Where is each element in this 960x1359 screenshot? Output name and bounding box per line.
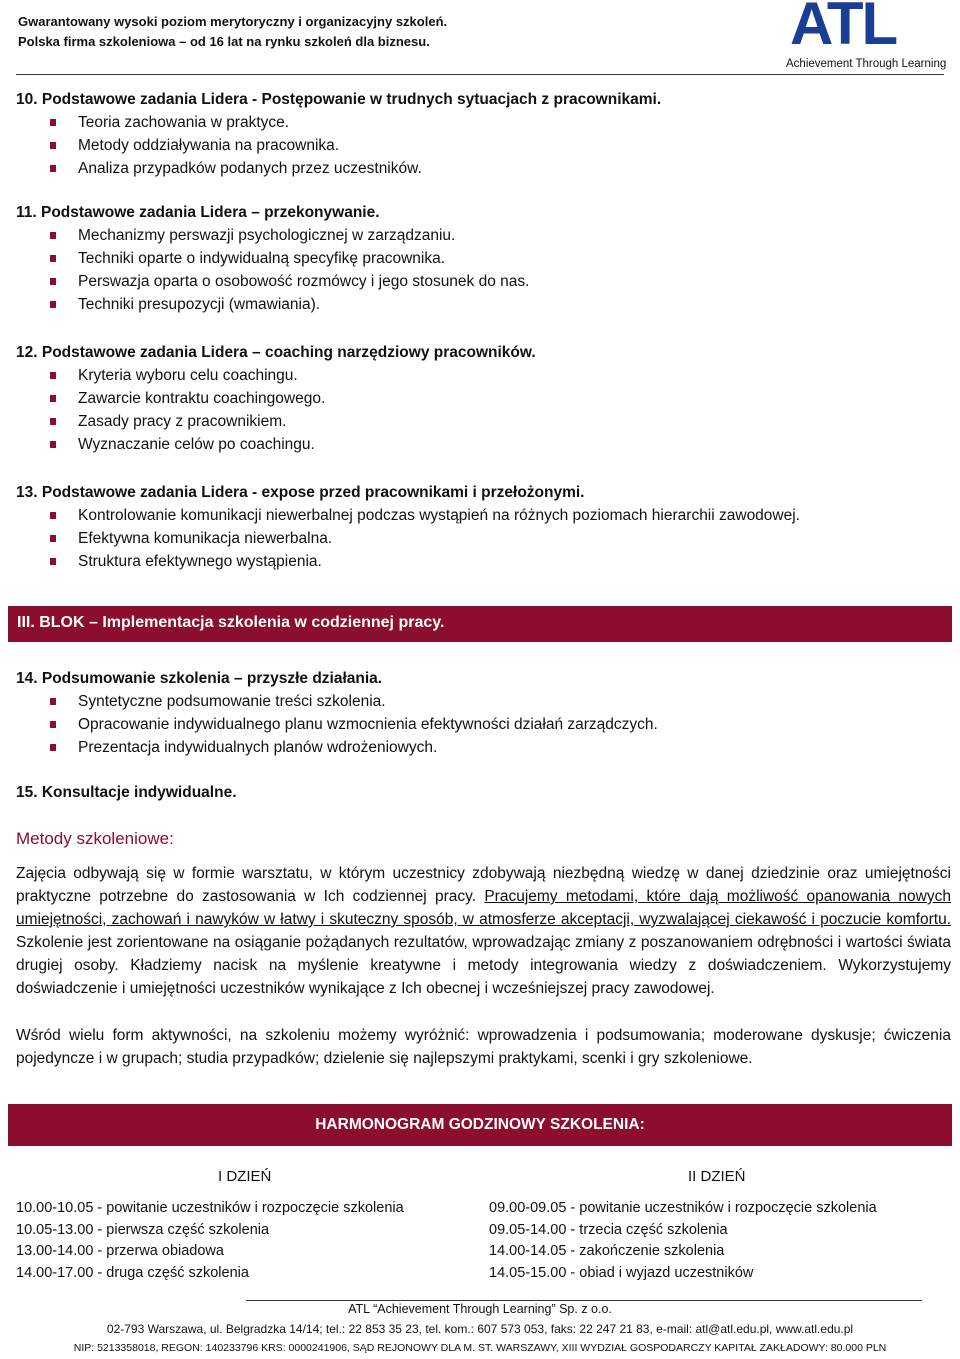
section-title: 13. Podstawowe zadania Lidera - expose przed pracownikami i przełożonymi. — [16, 484, 585, 501]
section-title: 15. Konsultacje indywidualne. — [16, 784, 237, 801]
schedule-row: 14.00-17.00 - druga część szkolenia — [16, 1264, 249, 1281]
bullet-square-icon — [50, 558, 56, 565]
list-item: Zasady pracy z pracownikiem. — [16, 410, 944, 433]
schedule-row: 13.00-14.00 - przerwa obiadowa — [16, 1243, 224, 1259]
day-1-schedule — [16, 1198, 404, 1284]
bullet-square-icon — [50, 721, 56, 728]
block-iii-banner: III. BLOK – Implementacja szkolenia w codziennej pracy. — [8, 606, 952, 642]
list-item: Perswazja oparta o osobowość rozmówcy i jego stosunek do nas. — [16, 270, 944, 293]
section-title: 11. Podstawowe zadania Lidera – przekonywanie. — [16, 204, 380, 221]
list-item: Efektywna komunikacja niewerbalna. — [16, 527, 944, 550]
section-title: 14. Podsumowanie szkolenia – przyszłe działania. — [16, 670, 383, 687]
bullet-square-icon — [50, 441, 56, 448]
section-15 — [16, 781, 944, 804]
bullet-square-icon — [50, 232, 56, 239]
schedule-row: 09.00-09.05 - powitanie uczestników i rozpoczęcie szkolenia — [489, 1200, 877, 1216]
list-item: Syntetyczne podsumowanie treści szkolenia. — [16, 690, 944, 713]
bullet-square-icon — [50, 535, 56, 542]
bullet-square-icon — [50, 395, 56, 402]
bullet-square-icon — [50, 165, 56, 172]
schedule-row: 14.00-14.05 - zakończenie szkolenia — [489, 1243, 725, 1259]
day-1-heading: I DZIEŃ — [218, 1168, 272, 1185]
footer-company: ATL “Achievement Through Learning” Sp. z o.o. — [348, 1302, 612, 1316]
bullet-square-icon — [50, 142, 56, 149]
methods-paragraph-2: Wśród wielu form aktywności, na szkoleniu możemy wyróżnić: wprowadzenia i podsumowania; moderowane dyskusje; ćwiczenia pojedyncze i w grupach; studia przypadków; dzielenie się najlepszymi praktykami, scenki i gry szkoleniowe. — [16, 1027, 951, 1067]
list-item: Zawarcie kontraktu coachingowego. — [16, 387, 944, 410]
bullet-square-icon — [50, 372, 56, 379]
schedule-banner: HARMONOGRAM GODZINOWY SZKOLENIA: — [8, 1104, 952, 1146]
schedule-row: 14.05-15.00 - obiad i wyjazd uczestników — [489, 1264, 754, 1281]
list-item: Metody oddziaływania na pracownika. — [16, 134, 944, 157]
section-10 — [16, 88, 944, 180]
methods-paragraph-1: Zajęcia odbywają się w formie warsztatu, w którym uczestnicy zdobywają niezbędną wiedzę w danej dziedzinie oraz umiejętności praktyczne potrzebne do zastosowania w Ich codziennej pracy. Pracujemy metodami, które dają możliwość opanowania nowych umiejętności, zachowań i nawyków w łatwy i skuteczny sposób, w atmosferze akceptacji, wyzwalającej ciekawość i poczucie komfortu. Szkolenie jest zorientowane na osiąganie pożądanych rezultatów, wprowadzając zmiany z poszanowaniem odrębności i wartości świata drugiej osoby. Kładziemy nacisk na myślenie kreatywne i metody integrowania wiedzy z doświadczeniem. Wykorzystujemy doświadczenie i umiejętności uczestników wynikające z Ich obecnej i wcześniejszej pracy zawodowej. — [16, 865, 951, 997]
bullet-square-icon — [50, 698, 56, 705]
section-13 — [16, 481, 944, 573]
list-item: Mechanizmy perswazji psychologicznej w zarządzaniu. — [16, 224, 944, 247]
list-item: Teoria zachowania w praktyce. — [16, 111, 944, 134]
day-2-schedule — [489, 1198, 877, 1284]
logo-wordmark: ATL — [790, 0, 897, 57]
header-tagline-1: Gwarantowany wysoki poziom merytoryczny i organizacyjny szkoleń. — [18, 14, 448, 29]
schedule-row: 10.00-10.05 - powitanie uczestników i rozpoczęcie szkolenia — [16, 1200, 404, 1216]
header-tagline-2: Polska firma szkoleniowa – od 16 lat na rynku szkoleń dla biznesu. — [18, 34, 430, 49]
section-14 — [16, 667, 944, 759]
list-item: Kryteria wyboru celu coachingu. — [16, 364, 944, 387]
section-title: 10. Podstawowe zadania Lidera - Postępowanie w trudnych sytuacjach z pracownikami. — [16, 91, 662, 108]
schedule-row: 09.05-14.00 - trzecia część szkolenia — [489, 1221, 728, 1238]
atl-logo — [786, 0, 946, 72]
methods-underlined-text: Pracujemy metodami, które dają możliwość opanowania nowych umiejętności, zachowań i nawyków w łatwy i skuteczny sposób, w atmosferze akceptacji, wyzwalającej ciekawość i poczucie komfortu. — [16, 888, 951, 928]
methods-heading: Metody szkoleniowe: — [16, 829, 174, 848]
list-item: Prezentacja indywidualnych planów wdrożeniowych. — [16, 736, 944, 759]
footer-registry: NIP: 5213358018, REGON: 140233796 KRS: 0000241906, SĄD REJONOWY DLA M. ST. WARSZAWY, XIII WYDZIAŁ GOSPODARCZY KAPITAŁ ZAKŁADOWY: 80.000 PLN — [73, 1342, 887, 1354]
list-item: Kontrolowanie komunikacji niewerbalnej podczas wystąpień na różnych poziomach hierarchii zawodowej. — [16, 504, 944, 527]
list-item: Techniki oparte o indywidualną specyfikę pracownika. — [16, 247, 944, 270]
section-11 — [16, 201, 944, 316]
bullet-square-icon — [50, 512, 56, 519]
list-item: Wyznaczanie celów po coachingu. — [16, 433, 944, 456]
bullet-square-icon — [50, 744, 56, 751]
header-divider — [16, 74, 944, 75]
list-item: Analiza przypadków podanych przez uczestników. — [16, 157, 944, 180]
bullet-square-icon — [50, 278, 56, 285]
logo-subtitle: Achievement Through Learning — [786, 58, 947, 70]
bullet-square-icon — [50, 255, 56, 262]
bullet-square-icon — [50, 119, 56, 126]
schedule-row: 10.05-13.00 - pierwsza część szkolenia — [16, 1221, 270, 1238]
footer-divider — [246, 1300, 922, 1301]
list-item: Struktura efektywnego wystąpienia. — [16, 550, 944, 573]
bullet-square-icon — [50, 418, 56, 425]
section-title: 12. Podstawowe zadania Lidera – coaching narzędziowy pracowników. — [16, 344, 536, 361]
list-item: Techniki presupozycji (wmawiania). — [16, 293, 944, 316]
list-item: Opracowanie indywidualnego planu wzmocnienia efektywności działań zarządczych. — [16, 713, 944, 736]
section-12 — [16, 341, 944, 456]
bullet-square-icon — [50, 301, 56, 308]
footer-address: 02-793 Warszawa, ul. Belgradzka 14/14; tel.: 22 853 35 23, tel. kom.: 607 573 053, faks: 22 247 21 83, e-mail: atl@atl.edu.pl, www.atl.edu.pl — [106, 1322, 854, 1336]
day-2-heading: II DZIEŃ — [688, 1168, 746, 1185]
